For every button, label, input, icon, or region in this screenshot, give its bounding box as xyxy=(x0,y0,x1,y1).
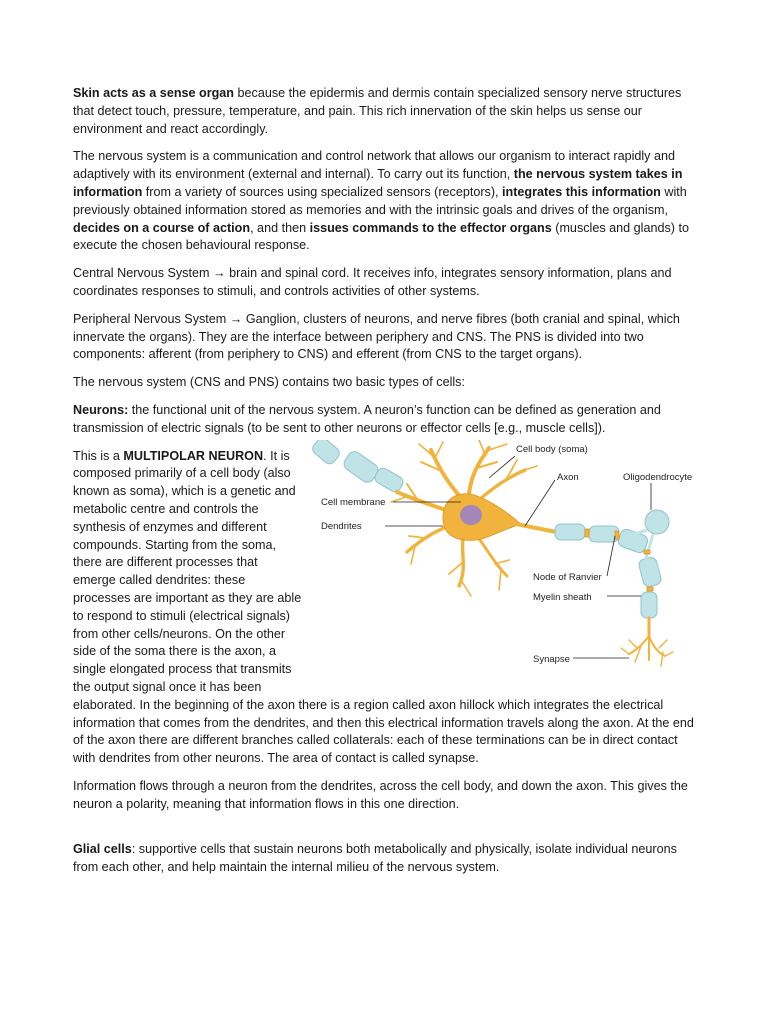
text: from a variety of sources using specialized sensors (receptors), xyxy=(142,184,503,199)
document-page xyxy=(73,85,697,887)
paragraph-cns: Central Nervous System → brain and spinal cord. It receives info, integrates sensory information, plans and coordinates responses to stimuli, and controls activities of other systems. xyxy=(73,266,672,298)
oligodendrocyte-cell xyxy=(645,510,669,534)
text: (muscles and glands) to execute the chosen behavioural response. xyxy=(73,220,689,253)
bold-text: the nervous system takes in information xyxy=(73,167,683,199)
bold-text: Skin acts as a sense organ xyxy=(73,86,235,100)
label-cell-membrane: Cell membrane xyxy=(321,496,386,508)
label-leader-lines xyxy=(385,456,651,658)
nucleus xyxy=(460,505,482,525)
label-node-of-ranvier: Node of Ranvier xyxy=(533,571,602,583)
paragraph-nervous-system xyxy=(73,148,697,255)
bold-text: Neurons: xyxy=(73,402,129,417)
paragraph-pns: Peripheral Nervous System → Ganglion, clusters of neurons, and nerve fibres (both cranial and spinal, which innervate the organs). They are the interface between periphery and CNS. The PNS is divided into two components: afferent (from periphery to CNS) and efferent (from CNS to the target organs). xyxy=(73,311,680,362)
paragraph-cell-types: The nervous system (CNS and PNS) contains two basic types of cells: xyxy=(73,375,465,390)
text: The nervous system is a communication and control network that allows our organism to interact rapidly and adaptively with its environment (external and internal). To carry out its function, xyxy=(73,149,675,182)
bold-text: Glial cells xyxy=(73,842,132,857)
cell-body-soma xyxy=(443,493,521,540)
spacer xyxy=(73,823,697,841)
bold-text: decides on a course of action xyxy=(73,220,251,235)
text: , and then xyxy=(250,220,310,235)
bold-text: integrates this information xyxy=(502,184,661,199)
text: . It is composed primarily of a cell body (also known as soma), which is a genetic and metabolic centre and controls the synthesis of enzymes and different compounds. Starting from the soma, there are different processes that emerge called dendrites: these processes are important as they are able to respond to stimuli (electrical signals) from other cells/neurons. On the other side of the soma there is the axon, a single elongated process that transmits the output signal once it has been elaborated. In the beginning of the axon there is a region called axon hillock which integrates the electrical information that comes from the dendrites, and then this electrical information travels along the axon. At the end of the axon there are different branches called collaterals: each of these terminations can be in direct contact with dendrites from other neurons. The area of contact is called synapse. xyxy=(73,448,694,766)
text: with previously obtained information stored as memories and with the intrinsic goals and drives of the organism, xyxy=(73,184,687,217)
bold-text: MULTIPOLAR NEURON xyxy=(123,448,264,463)
axon-terminal-branches xyxy=(621,618,673,666)
bold-text: issues commands to the effector organs xyxy=(309,220,552,235)
paragraph-skin xyxy=(73,85,697,138)
label-dendrites: Dendrites xyxy=(321,520,362,532)
paragraph-information-flow: Information flows through a neuron from the dendrites, across the cell body, and down the axon. This gives the neuron a polarity, meaning that information flows in this one direction. xyxy=(73,778,688,811)
label-synapse: Synapse xyxy=(533,653,570,665)
neuron-illustration xyxy=(311,440,711,683)
paragraph-neurons xyxy=(73,402,697,438)
paragraph-glial-cells xyxy=(73,841,697,877)
text: the functional unit of the nervous system. A neuron’s function can be defined as generation and transmission of electric signals (to be sent to other neurons or effector cells [e.g., muscle cells]). xyxy=(73,402,661,435)
text: because the epidermis and dermis contain specialized sensory nerve structures that detect touch, pressure, temperature, and pain. This rich innervation of the skin helps us sense our environment and react accordingly. xyxy=(73,86,682,136)
label-cell-body: Cell body (soma) xyxy=(516,443,588,455)
neuron-diagram xyxy=(311,440,711,683)
label-myelin-sheath: Myelin sheath xyxy=(533,591,592,603)
axon-shaft xyxy=(516,524,556,532)
text: : supportive cells that sustain neurons both metabolically and physically, isolate individual neurons from each other, and help maintain the internal milieu of the nervous system. xyxy=(73,842,677,875)
label-oligodendrocyte: Oligodendrocyte xyxy=(623,471,693,483)
incoming-axon-myelin xyxy=(311,440,405,494)
label-axon: Axon xyxy=(557,471,579,483)
text: This is a xyxy=(73,448,124,463)
